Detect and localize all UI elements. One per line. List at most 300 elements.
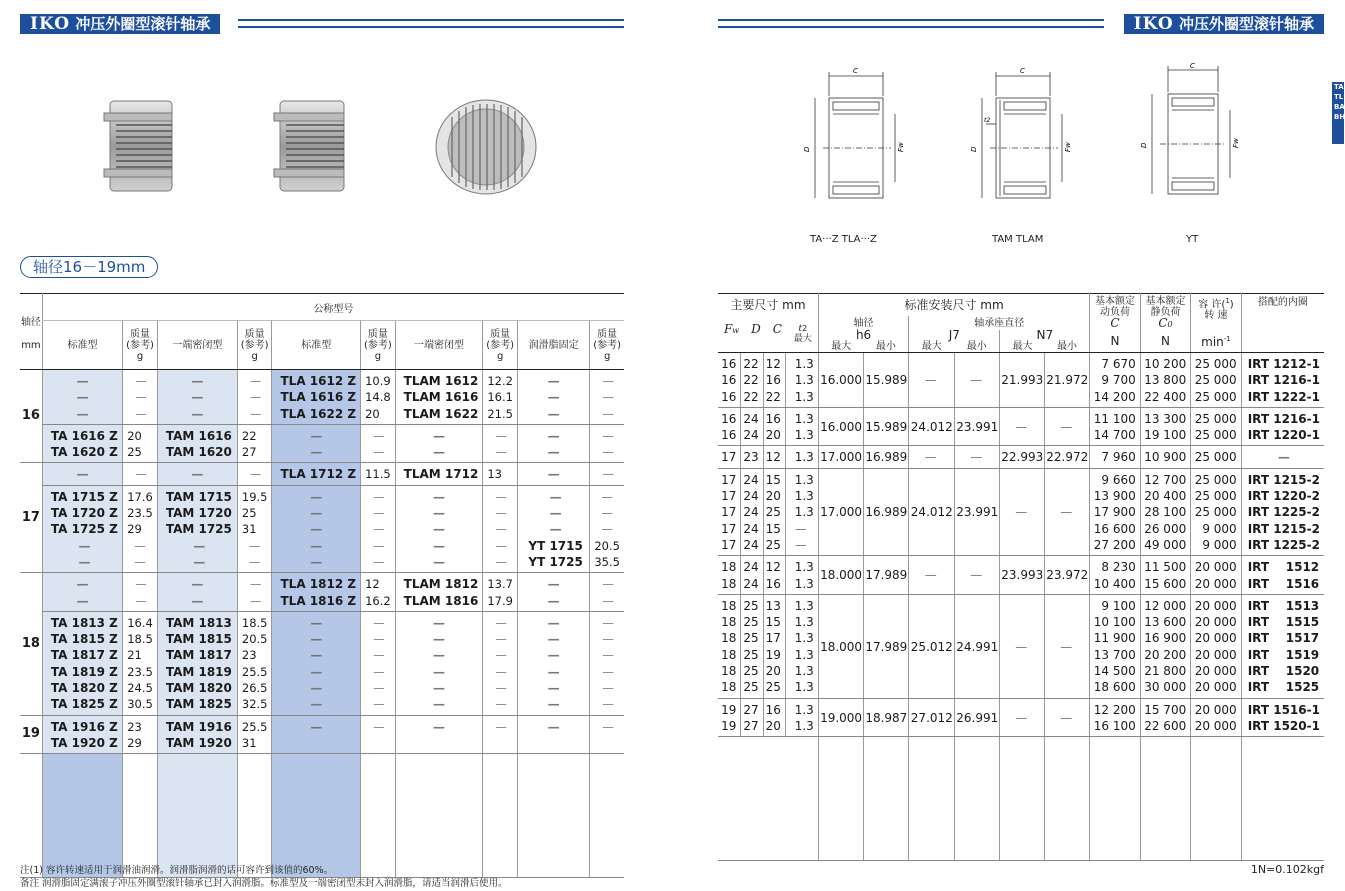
speed-value: 25 000 [1194,505,1237,520]
bearing-mass [237,485,272,572]
inner-ring-value: IRT 1212-1 [1247,357,1320,371]
header-title: 冲压外圈型滚针轴承 [75,15,211,33]
dash-placeholder: — [547,406,560,421]
bearing-mass [361,370,396,425]
speed-value: 9 000 [1202,537,1237,552]
dash-placeholder: — [310,664,323,679]
empty-cell [1241,737,1324,861]
bearing-designation [395,370,483,425]
mass-value: 12.2 [487,374,513,388]
inner-ring-value [1241,468,1324,555]
dash-placeholder: — [432,489,445,504]
fw-value: 16 [721,357,737,371]
dash-placeholder: — [549,522,562,537]
t2-value: 1.3 [794,631,814,646]
c-value: 17 [765,631,781,646]
d-value: 25 [743,598,759,613]
c-value: 12 [765,450,781,465]
dash-placeholder: — [547,681,560,696]
speed-value [1191,698,1241,737]
bearing-designation [395,424,483,463]
designation-text: TLA 1712 Z [280,467,357,482]
dash-placeholder: — [602,615,614,630]
housing-dia-header: 轴承座直径 [909,316,1090,330]
bearing-mass [361,715,396,754]
bearing-designation [272,463,361,485]
dash-placeholder: — [310,554,323,569]
dash-placeholder: — [495,554,507,569]
static-load-value: 22 600 [1144,718,1187,733]
j7-value: 24.012 [909,407,955,446]
t2-value: 1.3 [794,680,814,695]
bearing-designation [272,370,361,425]
c-value: 16 [765,411,781,426]
designation-text: TA 1819 Z [50,664,118,679]
dash-placeholder: — [602,445,614,460]
designation-text: TLAM 1616 [403,390,479,405]
t2-value: — [794,537,807,552]
footnote-2: 备注 润滑脂固定满滚子冲压外圈型滚针轴承已封入润滑脂。标准型及一端密闭型未封入润滑脂，请适当润滑后使用。 [20,878,508,889]
fw-value: 17 [721,505,737,520]
dyn-load-value: 27 200 [1093,537,1136,552]
group-header: 公称型号 [42,294,624,321]
inner-ring-value: IRT 1216-1 [1247,373,1320,388]
d-value: 24 [743,472,759,487]
d-value [741,446,763,468]
d-value [741,407,763,446]
mass-column-header: 质量 (参考) g [361,321,396,370]
t2-value [785,468,818,555]
n7-value: — [1045,468,1090,555]
h6-value: 15.989 [864,353,909,408]
designation-text: TAM 1825 [165,697,232,712]
static-load-value [1140,594,1190,698]
bearing-designation [42,573,122,612]
bearing-mass [237,573,272,612]
bearing-designation [517,485,589,572]
t2-value [785,698,818,737]
t2-value: 1.3 [794,505,814,520]
dash-placeholder: — [373,522,385,537]
fw-value: 17 [721,450,737,465]
dyn-load-value: 14 500 [1093,664,1136,679]
bearing-designation [395,715,483,754]
header-rule-left [238,19,624,28]
dyn-load-value: 16 600 [1093,521,1136,536]
dash-placeholder: — [373,489,385,504]
dyn-load-value [1090,446,1140,468]
designation-text: TLAM 1712 [403,467,479,482]
dyn-load-value: 9 700 [1101,373,1136,388]
c-value: 25 [765,680,781,695]
t2-value [785,353,818,408]
mass-value: 18.5 [241,615,268,630]
dash-placeholder: — [134,538,146,553]
dash-placeholder: — [495,506,507,521]
t2-value: 1.3 [794,428,814,443]
unit-speed: $\min^{-1}$ [1191,330,1241,353]
mass-value: 31 [241,735,257,750]
dash-placeholder: — [495,489,507,504]
d-value: 22 [743,373,759,388]
type-column-header: 标准型 [272,321,361,370]
dash-placeholder: — [76,577,89,592]
speed-value: 25 000 [1194,428,1237,443]
designation-text: TA 1620 Z [50,445,118,460]
dash-placeholder: — [602,719,614,734]
dash-placeholder: — [191,577,204,592]
dyn-load-value: 16 100 [1093,718,1136,733]
dash-placeholder: — [373,615,385,630]
shaft-dia-header: 轴径 [818,316,908,330]
designation-text: YT 1715 [528,538,583,553]
side-tab-label: TA [1334,83,1344,91]
designation-text: TLAM 1612 [403,374,479,388]
mass-value: 14.8 [365,390,391,405]
mass-value: 25 [127,445,142,460]
dash-placeholder: — [432,697,445,712]
bearing-mass [237,715,272,754]
mass-value: 21 [127,648,142,663]
c-value: 20 [765,664,781,679]
n7-value: — [1045,407,1090,446]
speed-value: 20 000 [1194,664,1237,679]
mass-value: 24.5 [127,681,153,696]
dash-placeholder: — [310,719,323,734]
dash-placeholder: — [373,697,385,712]
mass-value: 12 [365,577,380,592]
inner-ring-value: IRT 1216-1 [1247,411,1320,426]
speed-value [1191,446,1241,468]
diagram-label-yt: YT [1186,234,1199,245]
mass-value: 13 [487,467,502,482]
main-dims-header: 主要尺寸 mm [730,297,806,312]
h6-value: 16.000 [818,407,863,446]
filler-row [718,737,1324,861]
fw-value [718,353,741,408]
bearing-designation [42,463,122,485]
bearing-mass [590,573,624,612]
dash-placeholder: — [310,697,323,712]
mass-column-header: 质量 (参考) g [590,321,624,370]
dash-placeholder: — [547,467,560,482]
table-row [718,353,1324,408]
fw-value [718,468,741,555]
type-column-header: 润滑脂固定 [517,321,589,370]
bearing-designation [157,370,237,425]
speed-value: 25 000 [1194,411,1237,426]
designation-text: TAM 1616 [165,428,232,443]
d-value: 24 [743,411,759,426]
static-load-value [1140,407,1190,446]
static-load-value: 28 100 [1144,505,1187,520]
speed-value [1191,353,1241,408]
mass-value: 19.5 [241,489,268,504]
d-value: 24 [743,560,759,575]
mass-value: 16.2 [365,593,391,608]
dyn-load-value [1090,407,1140,446]
dash-placeholder: — [310,445,323,460]
n7-value: 21.993 [1000,353,1045,408]
fw-value: 18 [721,647,737,662]
j7-value: 27.012 [909,698,955,737]
static-load-value: 13 800 [1144,373,1187,388]
empty-cell [590,754,624,878]
dash-placeholder: — [248,538,261,553]
header-left-banner [20,14,220,34]
footnote-1: 注(1) 容许转速适用于润滑油润滑。润滑脂润滑的话可容许到该值的60%。 [20,865,334,876]
static-load-value: 26 000 [1144,521,1187,536]
inner-ring-value: IRT 1222-1 [1247,389,1320,404]
speed-value [1191,468,1241,555]
mass-value: 23 [241,648,257,663]
bearing-image-ta [100,95,180,197]
static-load-value: 16 900 [1144,631,1187,646]
dash-placeholder: — [76,593,89,608]
dash-placeholder: — [495,428,507,443]
svg-text:C: C [1190,62,1195,70]
bearing-image-yt [432,97,540,197]
svg-text:D: D [1140,142,1148,148]
dim-d: D [803,146,811,152]
empty-cell [955,737,1000,861]
table-row [718,698,1324,737]
mass-value: 25.5 [241,719,268,734]
inner-ring-value: IRT 1525 [1247,680,1320,695]
dash-placeholder: — [373,506,385,521]
dash-placeholder: — [432,554,445,569]
c-value [763,698,785,737]
speed-value: 20 000 [1194,631,1237,646]
dyn-load-value: 13 900 [1093,489,1136,504]
mass-value: 13.7 [487,577,513,592]
fw-value: 16 [721,411,737,426]
table-row [718,468,1324,555]
static-load-value: 20 400 [1144,489,1187,504]
fw-value: 17 [721,489,737,504]
dash-placeholder: — [495,681,507,696]
fw-value [718,698,741,737]
t2-value [785,594,818,698]
dash-placeholder: — [135,593,147,608]
dash-placeholder: — [547,445,560,460]
d-value: 22 [743,357,759,371]
empty-cell [395,754,483,878]
dash-placeholder: — [373,632,385,647]
dash-placeholder: — [601,489,613,504]
bearing-designation [42,611,122,715]
dash-placeholder: — [547,664,560,679]
designation-text: TA 1815 Z [50,632,118,647]
dash-placeholder: — [602,632,614,647]
diagram-yt [1134,64,1254,209]
empty-cell [785,737,818,861]
speed-value: 20 000 [1194,560,1237,575]
speed-value: 25 000 [1194,450,1237,465]
inner-ring-value [1241,353,1324,408]
empty-cell [718,737,741,861]
speed-value: 25 000 [1194,489,1237,504]
bearing-designation [395,611,483,715]
inner-ring-value [1241,594,1324,698]
speed-value [1191,594,1241,698]
bearing-designation [42,485,122,572]
dash-placeholder: — [547,593,560,608]
t2-value: 1.3 [794,718,814,733]
dyn-load-value: 7 960 [1101,450,1136,465]
bearing-mass [361,463,396,485]
dash-placeholder: — [602,664,614,679]
dash-placeholder: — [373,648,385,663]
diagram-ta-tla [795,64,915,209]
fw-value: 19 [721,718,737,733]
designation-text: TAM 1820 [165,681,232,696]
inner-ring-value: IRT 1215-2 [1247,472,1320,487]
mass-value: 31 [241,522,257,537]
type-column-header: 一端密闭型 [157,321,237,370]
h6-value: 16.000 [818,353,863,408]
designation-text: TAM 1715 [165,489,232,504]
dash-placeholder: — [602,577,614,592]
static-load-value [1140,353,1190,408]
bearing-designation [272,424,361,463]
bearing-mass [590,611,624,715]
static-load-value: 12 700 [1144,472,1187,487]
designation-text: TA 1820 Z [50,681,118,696]
empty-cell [123,754,158,878]
bearing-mass [123,573,158,612]
speed-value: 20 000 [1194,576,1237,591]
mass-value: 20 [127,428,142,443]
dash-placeholder: — [547,428,560,443]
empty-cell [1090,737,1140,861]
c-value [763,468,785,555]
dash-placeholder: — [495,697,507,712]
empty-cell [1140,737,1190,861]
speed-value [1191,407,1241,446]
n7-value: — [1000,468,1045,555]
inner-ring-value: IRT 1225-2 [1247,505,1320,520]
mass-value: 20 [365,406,380,421]
t2-value: 1.3 [794,411,814,426]
designation-text: TA 1813 Z [50,615,118,630]
bearing-designation [517,370,589,425]
dash-placeholder: — [602,406,614,421]
d-value [741,468,763,555]
dash-placeholder: — [549,489,562,504]
dash-placeholder: — [373,719,385,734]
n7-value: 22.993 [1000,446,1045,468]
bearing-designation [395,573,483,612]
main-dims-symbols: Fw D C t2 最大 [718,316,818,353]
d-value [741,594,763,698]
table-row [718,556,1324,595]
inner-ring-value: — [1277,450,1290,465]
dyn-load-value [1090,594,1140,698]
table-row [20,611,624,715]
d-value: 27 [743,702,759,717]
h6-header: h6 最大 最小 [818,330,908,353]
designation-text: TLA 1812 Z [280,577,357,592]
bearing-mass [123,424,158,463]
dash-placeholder: — [249,406,262,421]
table-row [20,370,624,425]
iko-logo: IKO [1133,14,1174,34]
d-value [741,353,763,408]
dash-placeholder: — [76,406,89,421]
empty-cell [237,754,272,878]
c-value: 19 [765,647,781,662]
dash-placeholder: — [547,615,560,630]
static-load-value: 11 500 [1144,560,1187,575]
dyn-load-value: 11 100 [1093,411,1136,426]
side-index-tab[interactable] [1332,82,1344,144]
dash-placeholder: — [310,522,323,537]
j7-value: — [955,446,1000,468]
inner-ring-value: IRT 1215-2 [1247,521,1320,536]
footnotes [20,864,508,890]
dash-placeholder: — [373,664,385,679]
c-value: 15 [765,615,781,630]
designation-text: TAM 1916 [165,719,232,734]
designation-text: TA 1715 Z [50,489,118,504]
dash-placeholder: — [602,593,614,608]
j7-value: — [955,353,1000,408]
t2-value: 1.3 [794,489,814,504]
n7-value: 21.972 [1045,353,1090,408]
unit-n-static: N [1140,330,1190,353]
j7-value: 26.991 [955,698,1000,737]
dash-placeholder: — [547,648,560,663]
mass-value: 18.5 [127,632,153,647]
n7-value: 22.972 [1045,446,1090,468]
mass-value: 35.5 [594,554,620,569]
h6-value: 19.000 [818,698,863,737]
bearing-designation [157,485,237,572]
bearing-designation [42,370,122,425]
header-title: 冲压外圈型滚针轴承 [1178,15,1314,33]
bearing-designation [395,485,483,572]
dash-placeholder: — [310,489,323,504]
designation-text: TA 1725 Z [50,522,118,537]
bearing-designation [517,715,589,754]
dash-placeholder: — [432,615,445,630]
mass-value: 21.5 [487,406,513,421]
bearing-mass [123,611,158,715]
speed-value: 25 000 [1194,472,1237,487]
designation-text: TLAM 1816 [403,593,479,608]
d-value: 24 [743,576,759,591]
speed-value: 20 000 [1194,615,1237,630]
svg-text:D: D [970,146,978,152]
j7-value: — [909,556,955,595]
dash-placeholder: — [310,681,323,696]
h6-value: 15.989 [864,407,909,446]
designation-text: TA 1720 Z [50,506,118,521]
n7-value: — [1045,594,1090,698]
bearing-designation [42,715,122,754]
t2-value: 1.3 [794,664,814,679]
dash-placeholder: — [191,374,204,388]
empty-cell [272,754,361,878]
diagram-tam-tlam [962,64,1082,209]
t2-value: 1.3 [794,576,814,591]
inner-ring-value: IRT 1225-2 [1247,537,1320,552]
static-load-value [1140,698,1190,737]
bearing-mass [361,573,396,612]
dyn-load-value: 10 400 [1093,576,1136,591]
dash-placeholder: — [310,648,323,663]
